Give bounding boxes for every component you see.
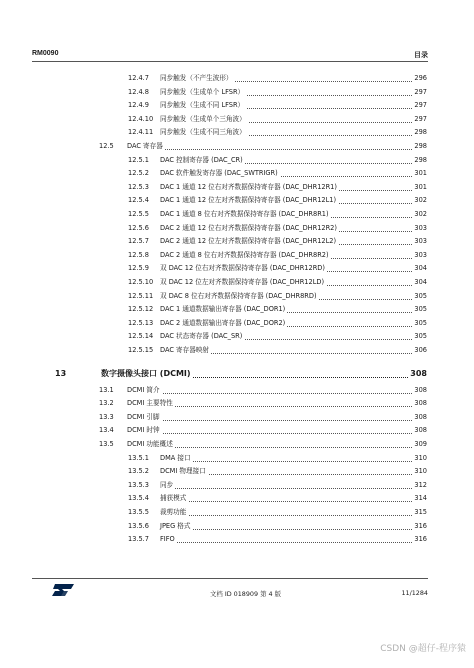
toc-page: 302: [412, 194, 427, 207]
toc-entry-row[interactable]: [0, 424, 474, 437]
toc-title: DAC 寄存器: [127, 140, 165, 153]
toc-number: 12.5.4: [128, 196, 149, 205]
toc-number: 12.5.2: [128, 169, 149, 178]
toc-title: DAC 2 通道 12 位左对齐数据保持寄存器 (DAC_DHR12L2): [160, 235, 338, 248]
toc-page: 303: [412, 222, 427, 235]
toc-title: DMA 接口: [160, 452, 193, 465]
toc-entry-row[interactable]: [0, 330, 474, 343]
toc-entry-row[interactable]: [0, 303, 474, 316]
toc-number: 12.5.11: [128, 291, 154, 300]
toc-number: 12.5.5: [128, 210, 149, 218]
toc-title: FIFO: [160, 533, 177, 546]
toc-page: 297: [412, 86, 427, 99]
toc-title: 同步: [160, 479, 175, 492]
toc-number: 12.4.7: [128, 74, 149, 82]
toc-page: 308: [410, 368, 427, 378]
leader-dots: [127, 149, 414, 150]
toc-page: 305: [412, 330, 427, 343]
toc-page: 301: [412, 181, 427, 194]
toc-title: DAC 2 通道数据输出寄存器 (DAC_DOR2): [160, 317, 287, 330]
leader-dots: [127, 420, 414, 421]
toc-entry-row[interactable]: [0, 492, 474, 505]
toc-entry-row[interactable]: [0, 140, 474, 153]
toc-page: 297: [412, 113, 427, 126]
toc-entry-row[interactable]: [0, 181, 474, 194]
toc-number: 13.5.3: [128, 480, 149, 489]
toc-page: 306: [412, 344, 427, 357]
toc-page: 304: [412, 262, 427, 275]
toc-title: 同步触发（生成不同 LFSR）: [160, 99, 246, 112]
toc-number: 13.5.6: [128, 521, 149, 530]
toc-entry-row[interactable]: [0, 506, 474, 519]
toc-title: DCMI 主要特性: [127, 397, 175, 410]
page-number: 11/1284: [401, 589, 428, 597]
toc-number: 13.2: [99, 399, 114, 408]
leader-dots: [160, 542, 414, 543]
toc-entry-row[interactable]: [0, 194, 474, 207]
toc-page: 316: [412, 520, 427, 533]
toc-number: 13.5.7: [128, 535, 149, 544]
toc-entry-row[interactable]: [0, 235, 474, 248]
toc-page: 305: [412, 317, 427, 330]
toc-page: 309: [412, 438, 427, 451]
toc-page: 298: [412, 154, 427, 167]
toc-page: 305: [412, 290, 427, 303]
toc-title: DAC 2 通道 12 位右对齐数据保持寄存器 (DAC_DHR12R2): [160, 222, 339, 235]
toc-page: 301: [412, 167, 427, 180]
toc-number: 12.4.8: [128, 87, 149, 96]
toc-title: DAC 软件触发寄存器 (DAC_SWTRIGR): [160, 167, 280, 180]
leader-dots: [127, 393, 414, 394]
toc-entry-row[interactable]: [0, 113, 474, 126]
toc-entry-row[interactable]: [0, 276, 474, 289]
toc-number: 12.5.8: [128, 250, 149, 259]
toc-title: DAC 状态寄存器 (DAC_SR): [160, 330, 244, 343]
toc-number: 12.5.13: [128, 318, 154, 327]
toc-entry-row[interactable]: [0, 249, 474, 262]
toc-number: 13.4: [99, 426, 114, 435]
toc-entry-row[interactable]: [0, 384, 474, 397]
toc-page: 314: [412, 492, 427, 505]
watermark: CSDN @超仔-程序猿: [380, 644, 466, 654]
toc-number: 12.4.11: [128, 128, 154, 137]
toc-page: 297: [412, 99, 427, 112]
toc-number: 12.4.10: [128, 114, 154, 123]
toc-entry-row[interactable]: [0, 99, 474, 112]
toc-title: 捕获模式: [160, 492, 188, 505]
leader-dots: [160, 529, 414, 530]
toc-number: 13.3: [99, 412, 114, 421]
toc-entry-row[interactable]: [0, 86, 474, 99]
toc-number: 12.5.3: [128, 182, 149, 191]
toc-number: 12.5.14: [128, 332, 154, 341]
toc-number: 12.5.7: [128, 237, 149, 246]
toc-entry-row[interactable]: [0, 438, 474, 451]
section-title: 目录: [414, 52, 428, 59]
toc-entry-row[interactable]: [0, 479, 474, 492]
toc-number: 12.5.9: [128, 264, 149, 273]
toc-entry-row[interactable]: [0, 411, 474, 424]
toc-page: 315: [412, 506, 427, 519]
toc-entry-row[interactable]: [0, 154, 474, 167]
toc-page: 310: [412, 452, 427, 465]
toc-entry-row[interactable]: [0, 167, 474, 180]
toc-title: 同步触发（生成单个三角波）: [160, 113, 248, 126]
toc-page: 298: [412, 140, 427, 153]
toc-chapter-row[interactable]: [0, 367, 474, 380]
leader-dots: [160, 501, 414, 502]
toc-number: 13: [55, 368, 67, 378]
toc-page: 302: [412, 208, 427, 221]
toc-page: 296: [412, 72, 427, 85]
toc-number: 12.5.12: [128, 305, 154, 314]
toc-title: 双 DAC 8 位右对齐数据保持寄存器 (DAC_DHR8RD): [160, 290, 319, 303]
toc-title: 双 DAC 12 位左对齐数据保持寄存器 (DAC_DHR12LD): [160, 276, 326, 289]
leader-dots: [160, 461, 414, 462]
toc-title: DCMI 物理接口: [160, 465, 208, 478]
toc-number: 13.5.1: [128, 453, 149, 462]
toc-number: 13.1: [99, 385, 114, 394]
toc-number: 12.5: [99, 142, 114, 150]
toc-page: 316: [412, 533, 427, 546]
leader-dots: [160, 488, 414, 489]
toc-title: 同步触发（生成单个 LFSR）: [160, 86, 246, 99]
toc-entry-row[interactable]: [0, 317, 474, 330]
document-id: 文档 ID 018909 第 4 版: [210, 590, 281, 598]
toc-title: DAC 控制寄存器 (DAC_CR): [160, 154, 245, 167]
toc-title: DAC 1 通道数据输出寄存器 (DAC_DOR1): [160, 303, 287, 316]
toc-entry-row[interactable]: [0, 344, 474, 357]
toc-title: 同步触发（生成不同三角波）: [160, 126, 248, 139]
toc-entry-row[interactable]: [0, 533, 474, 546]
toc-title: JPEG 格式: [160, 520, 192, 533]
toc-page: 308: [412, 411, 427, 424]
toc-page: 308: [412, 384, 427, 397]
toc-title: DAC 1 通道 12 位左对齐数据保持寄存器 (DAC_DHR12L1): [160, 194, 338, 207]
toc-page: 304: [412, 276, 427, 289]
toc-title: DCMI 时钟: [127, 424, 162, 437]
toc-title: DAC 1 通道 8 位右对齐数据保持寄存器 (DAC_DHR8R1): [160, 208, 331, 221]
toc-number: 13.5.5: [128, 508, 149, 516]
toc-page: 298: [412, 126, 427, 139]
toc-entry-row[interactable]: [0, 126, 474, 139]
footer-divider: [32, 578, 428, 579]
toc-title: DAC 寄存器映射: [160, 344, 211, 357]
leader-dots: [160, 515, 414, 516]
toc-entry-row[interactable]: [0, 72, 474, 85]
toc-title: DCMI 引脚: [127, 411, 162, 424]
toc-entry-row[interactable]: [0, 262, 474, 275]
page-header: [32, 50, 428, 60]
toc-title: 数字摄像头接口 (DCMI): [101, 368, 191, 378]
header-divider: [32, 61, 428, 62]
toc-page: 308: [412, 424, 427, 437]
toc-page: 308: [412, 397, 427, 410]
toc-entry-row[interactable]: [0, 465, 474, 478]
toc-entry-row[interactable]: [0, 520, 474, 533]
toc-title: DCMI 功能概述: [127, 438, 175, 451]
toc-title: 同步触发（不产生波形）: [160, 72, 235, 85]
toc-title: DCMI 简介: [127, 384, 162, 397]
toc-title: DAC 1 通道 12 位右对齐数据保持寄存器 (DAC_DHR12R1): [160, 181, 339, 194]
toc-page: 303: [412, 235, 427, 248]
toc-number: 12.5.10: [128, 278, 154, 286]
toc-title: 裁剪功能: [160, 506, 188, 519]
toc-number: 13.5: [99, 440, 114, 448]
toc-number: 12.5.1: [128, 155, 149, 164]
toc-entry-row[interactable]: [0, 208, 474, 221]
toc-page: 312: [412, 479, 427, 492]
toc-number: 12.5.6: [128, 223, 149, 232]
toc-title: 双 DAC 12 位右对齐数据保持寄存器 (DAC_DHR12RD): [160, 262, 327, 275]
toc-page: 303: [412, 249, 427, 262]
toc-number: 12.5.15: [128, 346, 154, 354]
toc-entry-row[interactable]: [0, 222, 474, 235]
toc-title: DAC 2 通道 8 位右对齐数据保持寄存器 (DAC_DHR8R2): [160, 249, 331, 262]
leader-dots: [127, 433, 414, 434]
toc-page: 305: [412, 303, 427, 316]
page-footer: [32, 583, 428, 601]
toc-entry-row[interactable]: [0, 452, 474, 465]
toc-number: 13.5.2: [128, 467, 149, 476]
toc-entry-row[interactable]: [0, 290, 474, 303]
toc-page: 310: [412, 465, 427, 478]
toc-number: 12.4.9: [128, 101, 149, 110]
st-logo-icon: [52, 583, 74, 597]
toc-number: 13.5.4: [128, 494, 149, 503]
doc-code: RM0090: [32, 50, 59, 57]
toc-entry-row[interactable]: [0, 397, 474, 410]
